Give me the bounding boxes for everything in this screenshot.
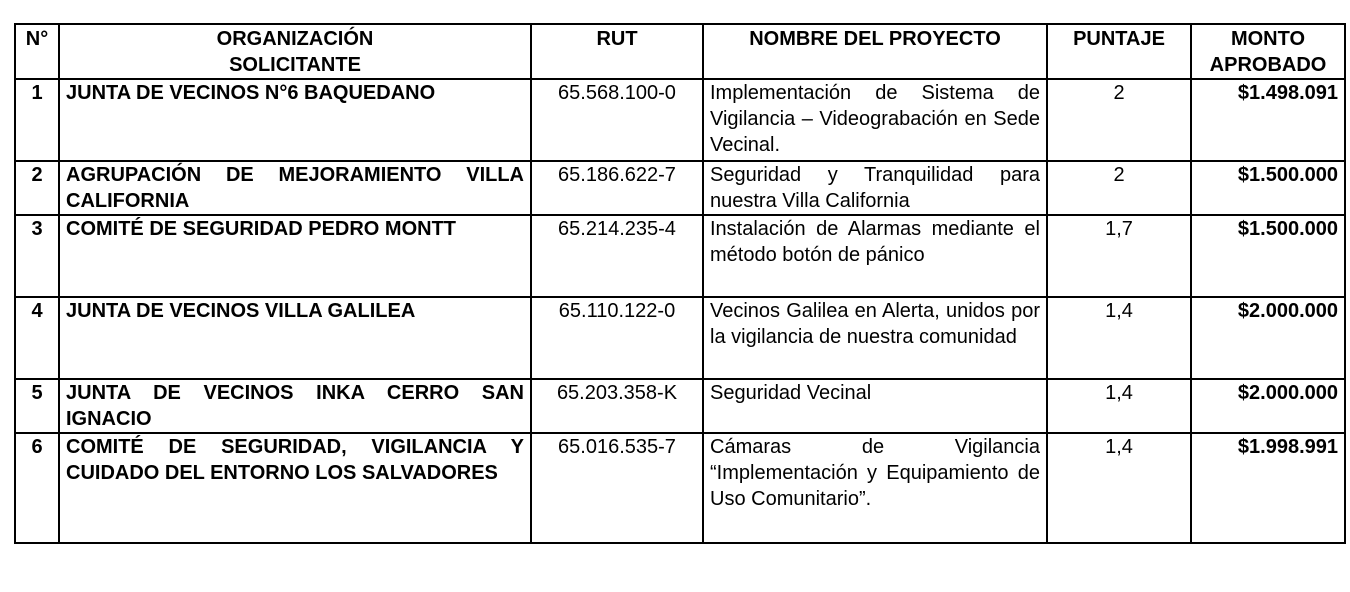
projects-table bbox=[14, 23, 1346, 544]
header-organization: ORGANIZACIÓN SOLICITANTE bbox=[59, 24, 531, 79]
score-value: 1,4 bbox=[1047, 297, 1191, 379]
organization-name: JUNTA DE VECINOS N°6 BAQUEDANO bbox=[59, 79, 531, 161]
organization-name: COMITÉ DE SEGURIDAD, VIGILANCIA Y CUIDADO DEL ENTORNO LOS SALVADORES bbox=[59, 433, 531, 543]
organization-name: JUNTA DE VECINOS VILLA GALILEA bbox=[59, 297, 531, 379]
approved-amount: $1.500.000 bbox=[1191, 215, 1345, 297]
score-value: 2 bbox=[1047, 79, 1191, 161]
row-number: 6 bbox=[15, 433, 59, 543]
row-number: 3 bbox=[15, 215, 59, 297]
project-name: Implementación de Sistema de Vigilancia – Videograbación en Sede Vecinal. bbox=[703, 79, 1047, 161]
header-number: N° bbox=[15, 24, 59, 79]
rut-value: 65.203.358-K bbox=[531, 379, 703, 433]
header-project-name: NOMBRE DEL PROYECTO bbox=[703, 24, 1047, 79]
header-score: PUNTAJE bbox=[1047, 24, 1191, 79]
approved-amount: $1.500.000 bbox=[1191, 161, 1345, 215]
row-number: 2 bbox=[15, 161, 59, 215]
table-row bbox=[15, 215, 1345, 297]
rut-value: 65.016.535-7 bbox=[531, 433, 703, 543]
row-number: 1 bbox=[15, 79, 59, 161]
table-row bbox=[15, 433, 1345, 543]
score-value: 2 bbox=[1047, 161, 1191, 215]
project-name: Vecinos Galilea en Alerta, unidos por la vigilancia de nuestra comunidad bbox=[703, 297, 1047, 379]
organization-name: AGRUPACIÓN DE MEJORAMIENTO VILLA CALIFORNIA bbox=[59, 161, 531, 215]
row-number: 5 bbox=[15, 379, 59, 433]
project-name: Seguridad y Tranquilidad para nuestra Villa California bbox=[703, 161, 1047, 215]
table-row bbox=[15, 79, 1345, 161]
project-name: Seguridad Vecinal bbox=[703, 379, 1047, 433]
approved-amount: $2.000.000 bbox=[1191, 379, 1345, 433]
project-name: Instalación de Alarmas mediante el método botón de pánico bbox=[703, 215, 1047, 297]
organization-name: JUNTA DE VECINOS INKA CERRO SAN IGNACIO bbox=[59, 379, 531, 433]
score-value: 1,4 bbox=[1047, 379, 1191, 433]
rut-value: 65.214.235-4 bbox=[531, 215, 703, 297]
organization-name: COMITÉ DE SEGURIDAD PEDRO MONTT bbox=[59, 215, 531, 297]
rut-value: 65.568.100-0 bbox=[531, 79, 703, 161]
approved-amount: $1.498.091 bbox=[1191, 79, 1345, 161]
table-row bbox=[15, 161, 1345, 215]
header-approved-amount: MONTO APROBADO bbox=[1191, 24, 1345, 79]
score-value: 1,4 bbox=[1047, 433, 1191, 543]
project-name: Cámaras de Vigilancia “Implementación y Equipamiento de Uso Comunitario”. bbox=[703, 433, 1047, 543]
rut-value: 65.110.122-0 bbox=[531, 297, 703, 379]
row-number: 4 bbox=[15, 297, 59, 379]
score-value: 1,7 bbox=[1047, 215, 1191, 297]
approved-amount: $2.000.000 bbox=[1191, 297, 1345, 379]
rut-value: 65.186.622-7 bbox=[531, 161, 703, 215]
table-row bbox=[15, 379, 1345, 433]
approved-amount: $1.998.991 bbox=[1191, 433, 1345, 543]
header-row bbox=[15, 24, 1345, 79]
table-row bbox=[15, 297, 1345, 379]
header-rut: RUT bbox=[531, 24, 703, 79]
